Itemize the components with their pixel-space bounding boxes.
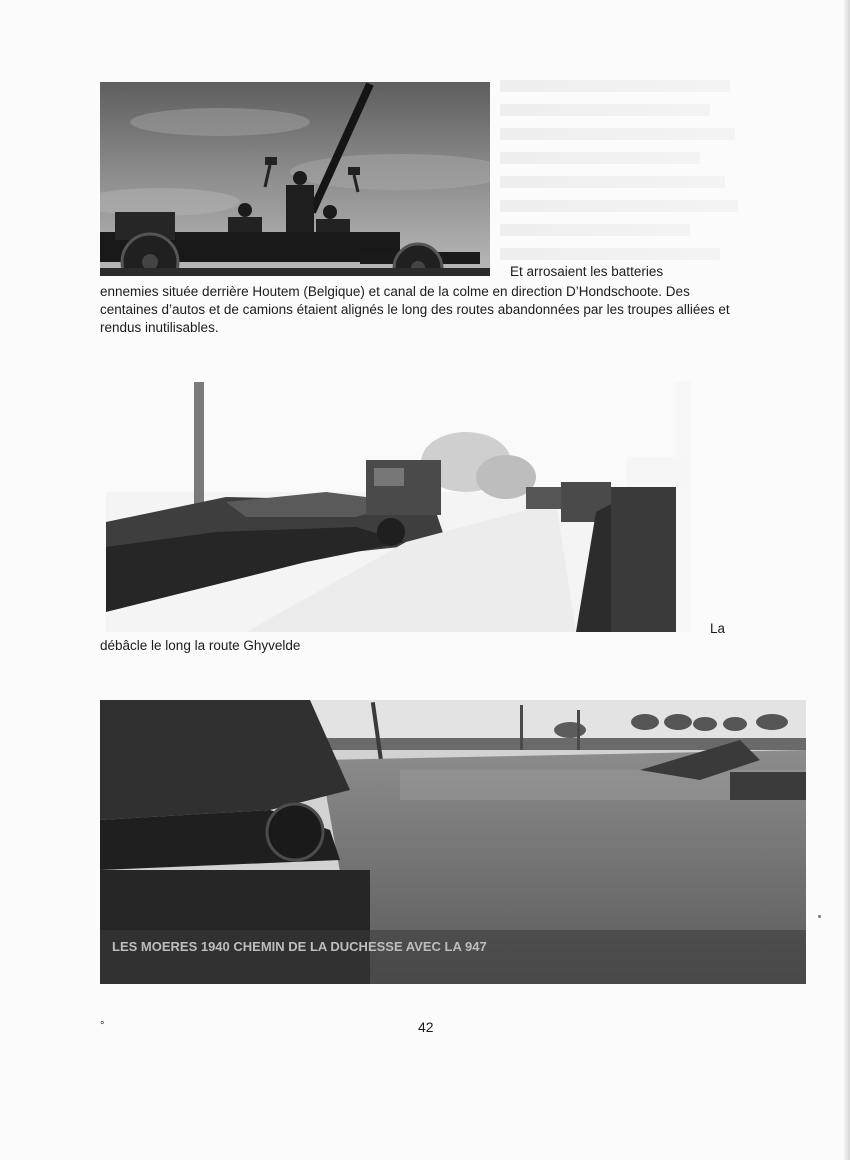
photo-inscription: LES MOERES 1940 CHEMIN DE LA DUCHESSE AVEC LA 947 — [112, 939, 487, 954]
caption-debacle: débâcle le long la route Ghyvelde — [100, 638, 301, 653]
page-edge-shadow — [844, 0, 850, 1160]
margin-speck — [818, 915, 821, 918]
page-number: 42 — [418, 1019, 434, 1035]
footer-degree-mark: ° — [100, 1020, 105, 1032]
caption-first-line: Et arrosaient les batteries — [510, 264, 664, 279]
caption-word-la: La — [710, 621, 726, 636]
body-paragraph: ennemies située derrière Houtem (Belgique) et canal de la colme en direction D’Hondschoote. Des centaines d’autos et de camions étaient alignés le long des routes abandonnées par les troupes alliées et rendus inutilisables. — [100, 284, 730, 335]
photo-wrecked-vehicles-road — [106, 382, 691, 632]
photo-flooded-road — [100, 700, 806, 984]
photo-anti-aircraft-gun — [100, 82, 490, 276]
